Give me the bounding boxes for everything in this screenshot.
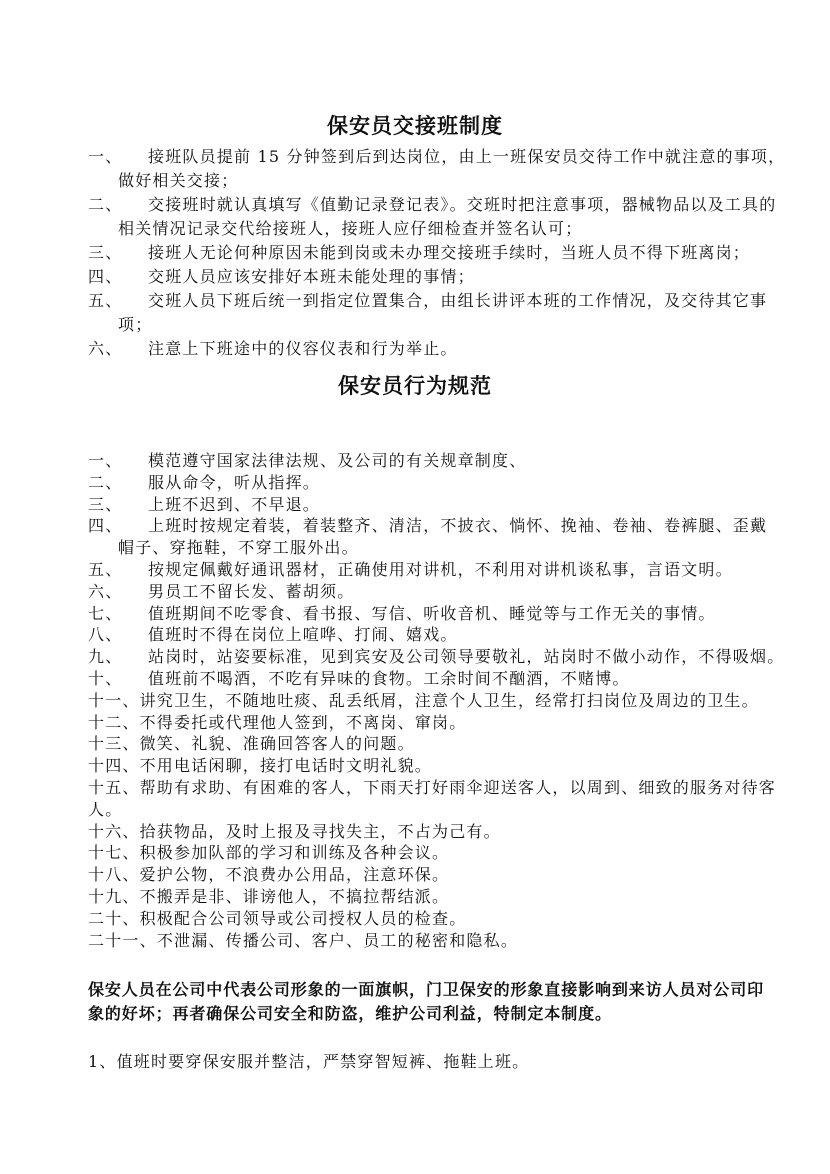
list-item: [88, 494, 768, 516]
list-item: [88, 241, 768, 265]
item-text: 男员工不留长发、蓄胡须。: [148, 581, 355, 601]
item-text: 积极参加队部的学习和训练及各种会议。: [139, 843, 450, 863]
list-item: [88, 289, 768, 313]
list-item: [88, 515, 768, 537]
list-item: [88, 559, 768, 581]
item-number: 二十一、: [88, 930, 157, 950]
list-item: [88, 842, 768, 864]
item-text: 上班不迟到、不早退。: [148, 494, 321, 514]
list-item: [88, 668, 768, 690]
item-number: 十五、: [88, 777, 140, 797]
item-number: 十七、: [88, 843, 140, 863]
conduct-rules-list: [88, 450, 785, 951]
item-text: 交班人员下班后统一到指定位置集合，由组长讲评本班的工作情况，及交待其它事: [148, 291, 768, 310]
item-text: 不泄漏、传播公司、客户、员工的秘密和隐私。: [156, 930, 519, 950]
item-number: 三、: [88, 494, 123, 514]
item-number: 六、: [88, 581, 123, 601]
list-item: [88, 908, 768, 930]
item-number: 五、: [88, 291, 123, 310]
item-number: 十八、: [88, 865, 140, 885]
item-continuation: 做好相关交接；: [118, 171, 239, 190]
list-item: [88, 930, 768, 952]
handover-rules-list: [88, 145, 786, 361]
item-text: 模范遵守国家法律法规、及公司的有关规章制度、: [148, 451, 527, 470]
item-text: 讲究卫生，不随地吐痰、乱丢纸屑，注意个人卫生，经常打扫岗位及周边的卫生。: [139, 690, 759, 710]
item-text: 积极配合公司领导或公司授权人员的检查。: [139, 908, 467, 928]
item-number: 十三、: [88, 734, 140, 754]
item-text: 注意上下班途中的仪容仪表和行为举止。: [148, 339, 458, 358]
item-text: 交班人员应该安排好本班未能处理的事情；: [148, 267, 475, 286]
item-number: 二、: [88, 472, 123, 492]
item-number: 十二、: [88, 712, 140, 732]
list-item: [88, 690, 768, 712]
item-text: 交接班时就认真填写《值勤记录登记表》。交班时把注意事项，器械物品以及工具的: [148, 195, 777, 214]
intro-paragraph: [88, 978, 768, 1026]
list-item: [88, 337, 768, 361]
list-item: [88, 733, 768, 755]
item-number: 十一、: [88, 690, 140, 710]
section1-title: 保安员交接班制度: [327, 113, 503, 138]
item-text: 服从命令，听从指挥。: [148, 472, 321, 492]
item-text: 值班时不得在岗位上喧哗、打闹、嬉戏。: [148, 625, 458, 645]
item-text: 爱护公物，不浪费办公用品，注意环保。: [139, 865, 450, 885]
item-number: 一、: [88, 147, 123, 166]
item-continuation: 人。: [88, 799, 123, 819]
list-item: [88, 265, 768, 289]
list-item: [88, 777, 777, 799]
intro-line-1: 保安人员在公司中代表公司形象的一面旗帜，门卫保安的形象直接影响到来访人员对公司印: [88, 980, 765, 999]
intro-line-2: 象的好坏；再者确保公司安全和防盗，维护公司利益，特制定本制度。: [88, 1004, 612, 1023]
item-continuation: 相关情况记录交代给接班人，接班人应仔细检查并签名认可；: [118, 219, 583, 238]
list-item: [88, 821, 768, 843]
item-text: 不搬弄是非、诽谤他人，不搞拉帮结派。: [139, 886, 450, 906]
item-number: 四、: [88, 267, 123, 286]
item-continuation: 帽子、穿拖鞋，不穿工服外出。: [118, 538, 359, 558]
item-number: 十四、: [88, 756, 140, 776]
list-item: [88, 755, 768, 777]
rule-1: 1、值班时要穿保安服并整洁，严禁穿智短裤、拖鞋上班。: [88, 1052, 530, 1071]
list-item: [88, 581, 768, 603]
list-item: [88, 472, 768, 494]
list-item: [88, 864, 768, 886]
list-item: [88, 624, 768, 646]
item-text: 拾获物品，及时上报及寻找失主，不占为己有。: [139, 821, 501, 841]
item-text: 站岗时，站姿要标准，见到宾安及公司领导要敬礼，站岗时不做小动作，不得吸烟。: [148, 647, 785, 667]
item-continuation: 项；: [118, 315, 153, 334]
item-number: 二、: [88, 195, 123, 214]
item-text: 值班前不喝酒，不吃有异味的食物。工余时间不酗酒，不赌博。: [148, 668, 630, 688]
list-item: [88, 450, 768, 472]
item-number: 十、: [88, 668, 123, 688]
list-item: [88, 603, 768, 625]
list-item: [88, 886, 768, 908]
item-text: 接班人无论何种原因未能到岗或未办理交接班手续时，当班人员不得下班离岗；: [148, 243, 751, 262]
list-item: [88, 712, 768, 734]
list-item: [88, 145, 786, 169]
item-text: 值班期间不吃零食、看书报、写信、听收音机、睡觉等与工作无关的事情。: [148, 603, 716, 623]
section2-title: 保安员行为规范: [338, 373, 492, 398]
item-text: 微笑、礼貌、准确回答客人的问题。: [139, 734, 415, 754]
item-number: 六、: [88, 339, 123, 358]
item-text: 接班队员提前 15 分钟签到后到达岗位，由上一班保安员交待工作中就注意的事项，: [148, 147, 786, 166]
item-number: 九、: [88, 647, 123, 667]
item-text: 不用电话闲聊，接打电话时文明礼貌。: [139, 756, 433, 776]
item-number: 四、: [88, 516, 123, 536]
item-number: 三、: [88, 243, 123, 262]
item-text: 上班时按规定着装，着装整齐、清洁，不披衣、惝怀、挽袖、卷袖、卷裤腿、歪戴: [148, 516, 768, 536]
item-number: 一、: [88, 451, 123, 470]
item-number: 七、: [88, 603, 123, 623]
item-number: 五、: [88, 559, 123, 579]
item-number: 十六、: [88, 821, 140, 841]
item-text: 帮助有求助、有困难的客人，下雨天打好雨伞迎送客人，以周到、细致的服务对待客: [139, 777, 777, 797]
item-number: 八、: [88, 625, 123, 645]
item-text: 按规定佩戴好通讯器材，正确使用对讲机，不利用对讲机谈私事，言语文明。: [148, 559, 733, 579]
list-item: [88, 646, 785, 668]
item-number: 十九、: [88, 886, 140, 906]
list-item: [88, 193, 777, 217]
item-number: 二十、: [88, 908, 140, 928]
item-text: 不得委托或代理他人签到，不离岗、窜岗。: [139, 712, 467, 732]
